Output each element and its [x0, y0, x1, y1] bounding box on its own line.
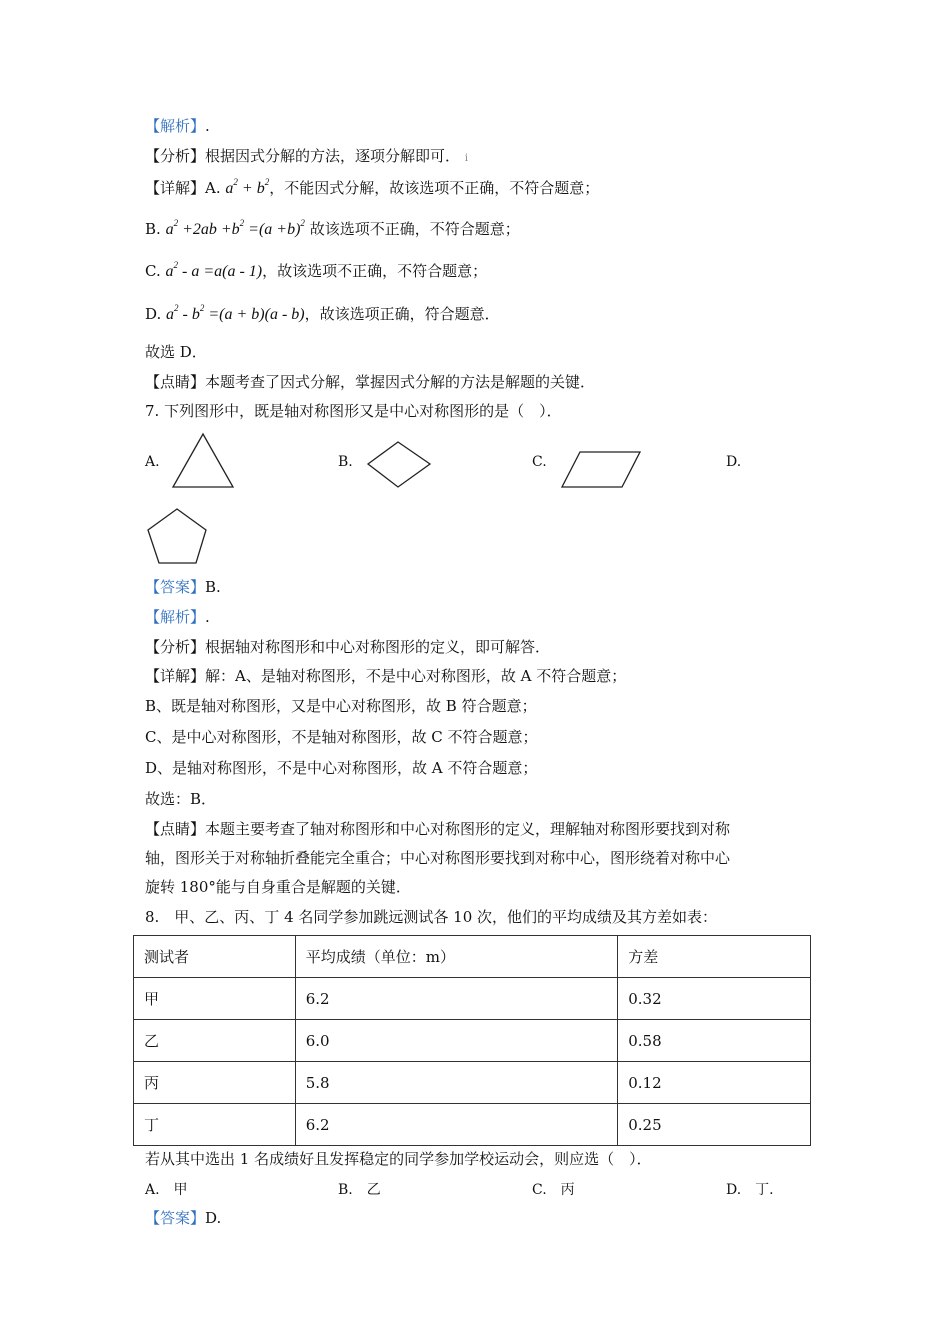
q8-option-a: A. 甲: [145, 1182, 188, 1198]
table-cell: 乙: [134, 1020, 296, 1062]
table-cell: 6.0: [295, 1020, 617, 1062]
detail-text: 解：A、是轴对称图形，不是中心对称图形，故 A 不符合题意；: [205, 667, 627, 685]
q7-analysis-heading: [145, 606, 210, 628]
parallelogram-icon: [560, 450, 644, 490]
math-expression-d: $a^2 - b^2 =(a + b)(a - b)$: [166, 303, 305, 323]
q8-option-d: D. 丁.: [726, 1182, 774, 1198]
q7-detail-a: [145, 665, 626, 687]
q8-answer: [145, 1207, 221, 1229]
analysis-tail: .: [205, 608, 210, 626]
analysis-heading: [145, 115, 210, 137]
q6-conclusion: 故选 D．: [145, 343, 207, 361]
table-header-cell: 测试者: [134, 936, 296, 978]
table-cell: 6.2: [295, 1104, 617, 1146]
q7-comment-3: 旋转 180°能与自身重合是解题的关键．: [145, 878, 411, 896]
q6-detail-d: [145, 303, 500, 326]
math-expression-a: $a^2 + b^2$: [225, 177, 270, 197]
q7-detail-d: D、是轴对称图形，不是中心对称图形，故 A 不符合题意；: [145, 759, 538, 777]
q6-analysis: 【分析】根据因式分解的方法，逐项分解即可． ⅰ: [145, 147, 469, 165]
q7-answer: [145, 576, 221, 598]
q6-detail-a: [145, 177, 599, 200]
table-cell: 0.32: [618, 978, 811, 1020]
q7-option-c-label: C.: [532, 454, 547, 470]
option-b-prefix: B.: [145, 220, 166, 238]
comment-text: 本题考查了因式分解，掌握因式分解的方法是解题的关键．: [205, 373, 596, 391]
analysis-tag: 【解析】: [145, 117, 206, 135]
analysis-tail: .: [205, 117, 210, 135]
option-d-prefix: D.: [145, 305, 167, 323]
analysis-label: 【分析】: [145, 638, 206, 656]
analysis-text: 根据因式分解的方法，逐项分解即可．: [205, 147, 461, 165]
table-cell: 0.58: [618, 1020, 811, 1062]
table-row: [134, 1104, 811, 1146]
q8-question: 若从其中选出 1 名成绩好且发挥稳定的同学参加学校运动会，则应选（ ）．: [145, 1150, 652, 1168]
answer-value: D.: [205, 1209, 222, 1227]
triangle-icon: [170, 432, 236, 490]
q7-option-a-label: A.: [145, 454, 160, 470]
score-table: [133, 935, 811, 1146]
table-header-row: [134, 936, 811, 978]
option-a-text: ，不能因式分解，故该选项不正确，不符合题意；: [269, 179, 600, 197]
q7-detail-c: C、是中心对称图形，不是轴对称图形，故 C 不符合题意；: [145, 728, 538, 746]
analysis-tag: 【解析】: [145, 608, 206, 626]
answer-tag: 【答案】: [145, 1209, 206, 1227]
q7-conclusion: 故选：B．: [145, 790, 217, 808]
analysis-label: 【分析】: [145, 147, 206, 165]
math-expression-c: $a^2 - a =a(a - 1)$: [165, 260, 263, 280]
q7-stem: 7. 下列图形中，既是轴对称图形又是中心对称图形的是（ ）．: [145, 402, 562, 420]
answer-value: B.: [205, 578, 221, 596]
q6-detail-b: [145, 218, 520, 241]
q6-comment: [145, 371, 595, 393]
comment-label: 【点睛】: [145, 820, 206, 838]
table-cell: 甲: [134, 978, 296, 1020]
option-d-text: ，故该选项正确，符合题意．: [304, 305, 500, 323]
option-c-text: ，故该选项不正确，不符合题意；: [262, 262, 488, 280]
table-row: [134, 978, 811, 1020]
q8-option-c: C. 丙: [532, 1182, 575, 1198]
comment-label: 【点睛】: [145, 373, 206, 391]
table-cell: 0.25: [618, 1104, 811, 1146]
detail-label: 【详解】: [145, 667, 206, 685]
option-b-text: 故该选项不正确，不符合题意；: [309, 220, 520, 238]
q6-detail-c: [145, 260, 487, 283]
q7-detail-b: B、既是轴对称图形，又是中心对称图形，故 B 符合题意；: [145, 697, 537, 715]
analysis-text: 根据轴对称图形和中心对称图形的定义，即可解答．: [205, 638, 551, 656]
q8-stem: 8. 甲、乙、丙、丁 4 名同学参加跳远测试各 10 次，他们的平均成绩及其方差如表：: [145, 908, 718, 926]
table-row: [134, 1020, 811, 1062]
table-cell: 丙: [134, 1062, 296, 1104]
q7-option-d-label: D.: [726, 454, 742, 470]
math-expression-b: $a^2 +2ab +b^2 =(a +b)^2$: [165, 218, 305, 238]
q8-option-b: B. 乙: [338, 1182, 381, 1198]
answer-tag: 【答案】: [145, 578, 206, 596]
table-cell: 0.12: [618, 1062, 811, 1104]
detail-label: 【详解】: [145, 179, 206, 197]
table-header-cell: 方差: [618, 936, 811, 978]
option-a-prefix: A.: [205, 179, 226, 197]
q7-analysis: [145, 636, 550, 658]
table-cell: 6.2: [295, 978, 617, 1020]
table-header-cell: 平均成绩（单位：m）: [295, 936, 617, 978]
comment-text: 本题主要考查了轴对称图形和中心对称图形的定义，理解轴对称图形要找到对称: [205, 820, 731, 838]
pentagon-icon: [145, 506, 211, 566]
rhombus-icon: [365, 440, 433, 490]
option-c-prefix: C.: [145, 262, 166, 280]
q7-option-b-label: B.: [338, 454, 353, 470]
q7-comment-2: 轴，图形关于对称轴折叠能完全重合；中心对称图形要找到对称中心，图形绕着对称中心: [145, 849, 731, 867]
table-cell: 5.8: [295, 1062, 617, 1104]
table-row: [134, 1062, 811, 1104]
table-cell: 丁: [134, 1104, 296, 1146]
q7-comment-1: [145, 818, 730, 840]
